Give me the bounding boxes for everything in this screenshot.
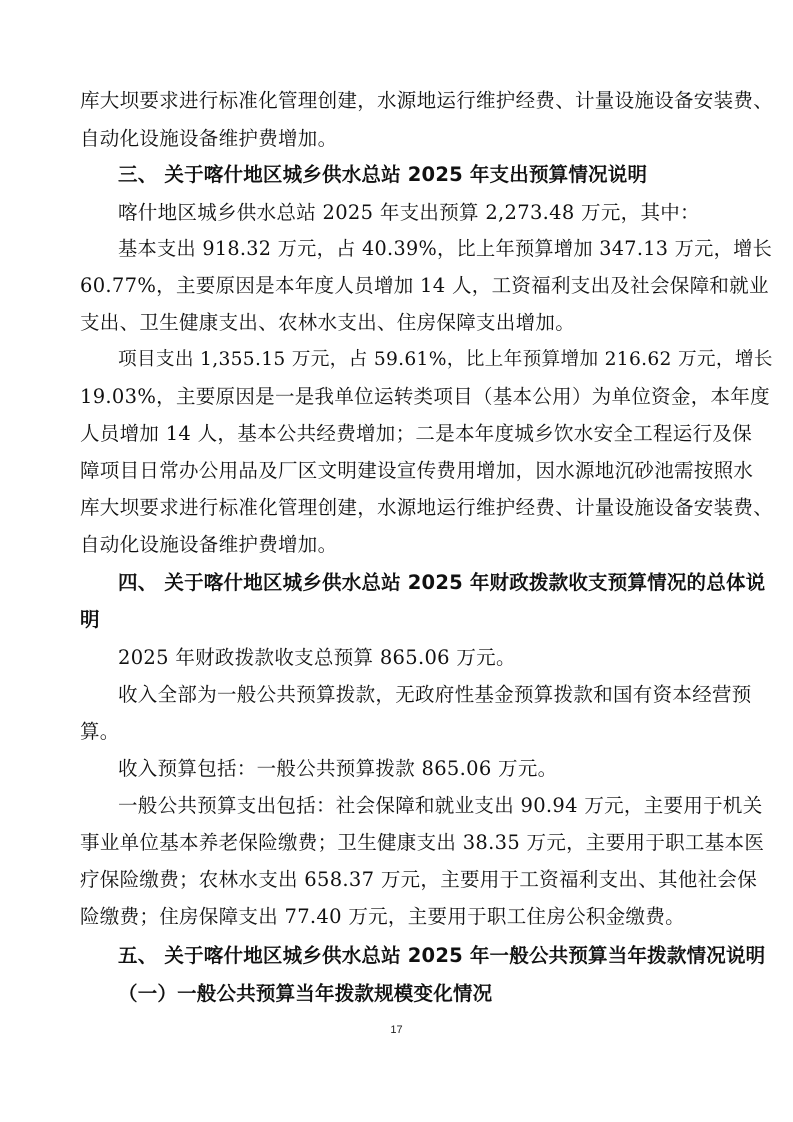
text-line: 2025 年财政拨款收支总预算 865.06 万元。 (118, 646, 516, 669)
text-line: 收入全部为一般公共预算拨款，无政府性基金预算拨款和国有资本经营预 (118, 683, 752, 706)
text-line: 自动化设施设备维护费增加。 (80, 533, 338, 556)
text-line: 库大坝要求进行标准化管理创建，水源地运行维护经费、计量设施设备安装费、 (80, 496, 774, 519)
text-line: 疗保险缴费；农林水支出 658.37 万元，主要用于工资福利支出、其他社会保 (80, 868, 758, 891)
section-heading: 三、 关于喀什地区城乡供水总站 2025 年支出预算情况说明 (118, 163, 648, 186)
text-line: 一般公共预算支出包括：社会保障和就业支出 90.94 万元，主要用于机关 (118, 794, 763, 817)
section-heading: 四、 关于喀什地区城乡供水总站 2025 年财政拨款收支预算情况的总体说 (118, 571, 766, 594)
text-line: 库大坝要求进行标准化管理创建，水源地运行维护经费、计量设施设备安装费、 (80, 89, 774, 112)
text-line: 算。 (80, 720, 120, 743)
page-number: 17 (390, 1024, 403, 1036)
subsection-heading: （一）一般公共预算当年拨款规模变化情况 (118, 982, 493, 1005)
text-line: 喀什地区城乡供水总站 2025 年支出预算 2,273.48 万元，其中： (118, 201, 700, 224)
text-line: 支出、卫生健康支出、农林水支出、住房保障支出增加。 (80, 311, 576, 334)
text-line: 项目支出 1,355.15 万元，占 59.61%，比上年预算增加 216.62 万元，增长 (118, 349, 773, 370)
text-line: 险缴费；住房保障支出 77.40 万元，主要用于职工住房公积金缴费。 (80, 905, 685, 928)
text-line: 事业单位基本养老保险缴费；卫生健康支出 38.35 万元，主要用于职工基本医 (80, 831, 765, 854)
text-line: 收入预算包括：一般公共预算拨款 865.06 万元。 (118, 757, 558, 780)
text-line: 自动化设施设备维护费增加。 (80, 127, 338, 150)
text-line: 人员增加 14 人，基本公共经费增加；二是本年度城乡饮水安全工程运行及保 (80, 422, 753, 445)
section-heading-continued: 明 (80, 608, 100, 631)
text-line: 19.03%，主要原因是一是我单位运转类项目（基本公用）为单位资金，本年度 (80, 385, 770, 408)
text-line: 基本支出 918.32 万元，占 40.39%，比上年预算增加 347.13 万元，增长 (118, 237, 773, 260)
text-line: 障项目日常办公用品及厂区文明建设宣传费用增加，因水源地沉砂池需按照水 (80, 459, 754, 482)
text-line: 60.77%，主要原因是本年度人员增加 14 人，工资福利支出及社会保障和就业 (80, 274, 769, 297)
section-heading: 五、 关于喀什地区城乡供水总站 2025 年一般公共预算当年拨款情况说明 (118, 944, 766, 967)
